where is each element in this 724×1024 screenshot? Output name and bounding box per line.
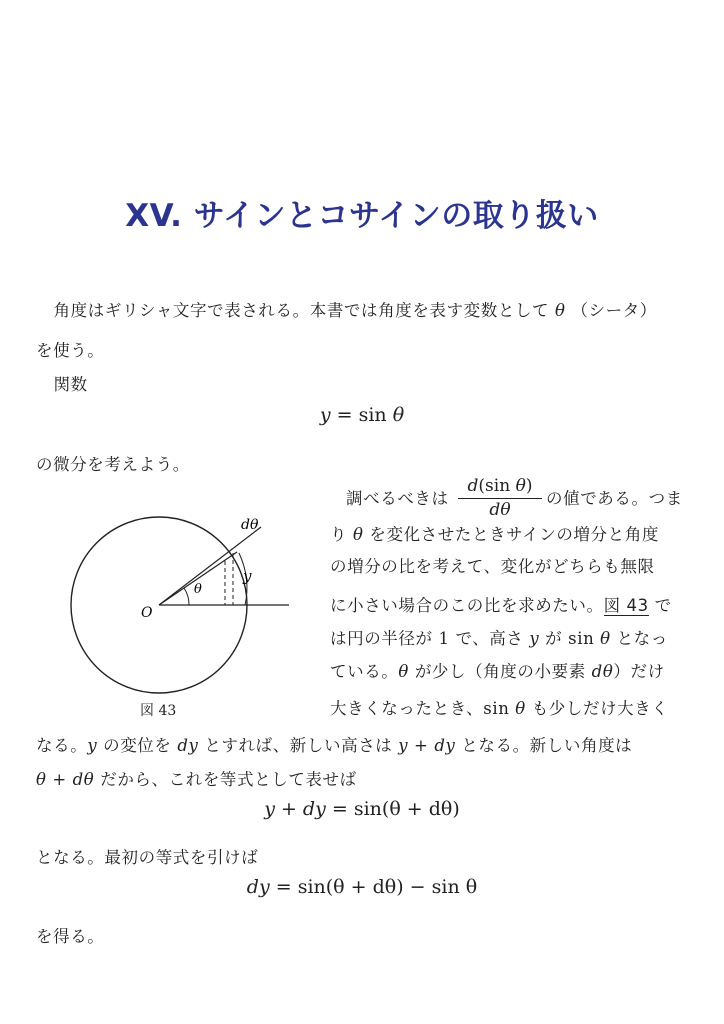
- figure-reference-link[interactable]: 図 43: [603, 596, 649, 615]
- math-theta: θ: [600, 629, 611, 648]
- paragraph-derivative: の微分を考えよう。: [36, 455, 190, 474]
- text-span: ）だけ: [613, 662, 665, 681]
- rightcol-line4: [330, 591, 672, 621]
- rightcol-line2: [330, 520, 659, 550]
- math-theta: θ: [515, 699, 526, 718]
- paragraph-function-label: [36, 370, 88, 400]
- text-span: 関数: [53, 375, 88, 394]
- math-y: y: [319, 404, 331, 426]
- fraction-numerator: [458, 476, 542, 499]
- text-span: だから、これを等式として表せば: [100, 770, 357, 789]
- text-span: となる。新しい角度は: [461, 736, 633, 755]
- equation-2: [0, 798, 724, 820]
- math-theta: θ: [554, 301, 566, 320]
- label-theta: θ: [194, 582, 202, 597]
- paragraph-displacement-line2: [36, 765, 357, 795]
- math-one: 1: [438, 629, 450, 648]
- math-d: d: [591, 662, 603, 681]
- math-y-plus-dy: y + dy: [264, 798, 326, 820]
- math-fn: (sin: [478, 476, 511, 496]
- text-span: が少し（角度の小要素: [414, 662, 586, 681]
- text-span: となっ: [616, 629, 668, 648]
- math-fn: = sin: [336, 404, 387, 426]
- text-span: り: [330, 525, 348, 544]
- text-span: に小さい場合のこの比を求めたい。: [330, 596, 604, 615]
- equation-1: [0, 404, 724, 426]
- text-span: 角度はギリシャ文字で表される。本書では角度を表す変数として: [53, 301, 550, 320]
- unit-circle-diagram: [55, 505, 295, 695]
- theta-arc: [184, 588, 189, 605]
- figure-43: [55, 505, 295, 699]
- math-d: d: [467, 476, 479, 496]
- math-y: y: [87, 736, 98, 755]
- math-rhs: = sin(θ + dθ): [331, 798, 460, 820]
- text-span: （シータ）: [571, 301, 657, 320]
- figure-caption: 図 43: [140, 703, 177, 719]
- paragraph-displacement-line1: [36, 731, 632, 761]
- rightcol-line5: [330, 624, 668, 654]
- math-fn: sin: [483, 699, 510, 718]
- math-theta: θ: [602, 662, 614, 681]
- text-span: の変位を: [103, 736, 172, 755]
- text-span: も少しだけ大きく: [531, 699, 669, 718]
- math-theta: θ: [392, 404, 405, 426]
- label-dtheta: dθ: [241, 517, 259, 533]
- math-theta: θ: [515, 476, 526, 496]
- rightcol-line6: [330, 657, 665, 687]
- rightcol-line1b: の値である。つま: [546, 489, 683, 508]
- rightcol-line1a: 調べるべきは: [346, 489, 449, 508]
- paragraph-intro-line1: [36, 296, 657, 326]
- math-d: d: [489, 500, 501, 520]
- label-y: y: [243, 567, 252, 585]
- text-span: とすれば、新しい高さは: [204, 736, 393, 755]
- text-span: で、高さ: [455, 629, 524, 648]
- text-span: で: [654, 596, 672, 615]
- label-origin: O: [141, 605, 153, 621]
- math-theta: θ: [352, 525, 364, 544]
- equation-3: [0, 876, 724, 898]
- text-span: 大きくなったとき、: [330, 699, 484, 718]
- text-span: なる。: [36, 736, 88, 755]
- paragraph-subtract: となる。最初の等式を引けば: [36, 848, 259, 867]
- text-span: は円の半径が: [330, 629, 433, 648]
- math-theta-plus-dtheta: θ + dθ: [36, 770, 95, 789]
- math-paren: ): [525, 476, 533, 496]
- fraction-dsin-dtheta: [458, 476, 542, 520]
- math-rhs: = sin(θ + dθ) − sin θ: [275, 876, 478, 898]
- math-dy: dy: [246, 876, 270, 898]
- math-y: y: [529, 629, 540, 648]
- text-span: を変化させたときサインの増分と角度: [369, 525, 659, 544]
- fraction-denominator: [458, 499, 542, 520]
- math-y-plus-dy: y + dy: [398, 736, 456, 755]
- math-theta: θ: [500, 500, 511, 520]
- paragraph-obtain: を得る。: [36, 927, 105, 946]
- text-span: が: [545, 629, 563, 648]
- page-title: XV. サインとコサインの取り扱い: [125, 198, 599, 234]
- math-theta: θ: [398, 662, 409, 681]
- rightcol-line3: の増分の比を考えて、変化がどちらも無限: [330, 557, 655, 576]
- math-fn: sin: [568, 629, 595, 648]
- math-dy: dy: [177, 736, 199, 755]
- rightcol-line7: [330, 694, 669, 724]
- text-span: ている。: [330, 662, 399, 681]
- paragraph-intro-line2: を使う。: [36, 341, 105, 360]
